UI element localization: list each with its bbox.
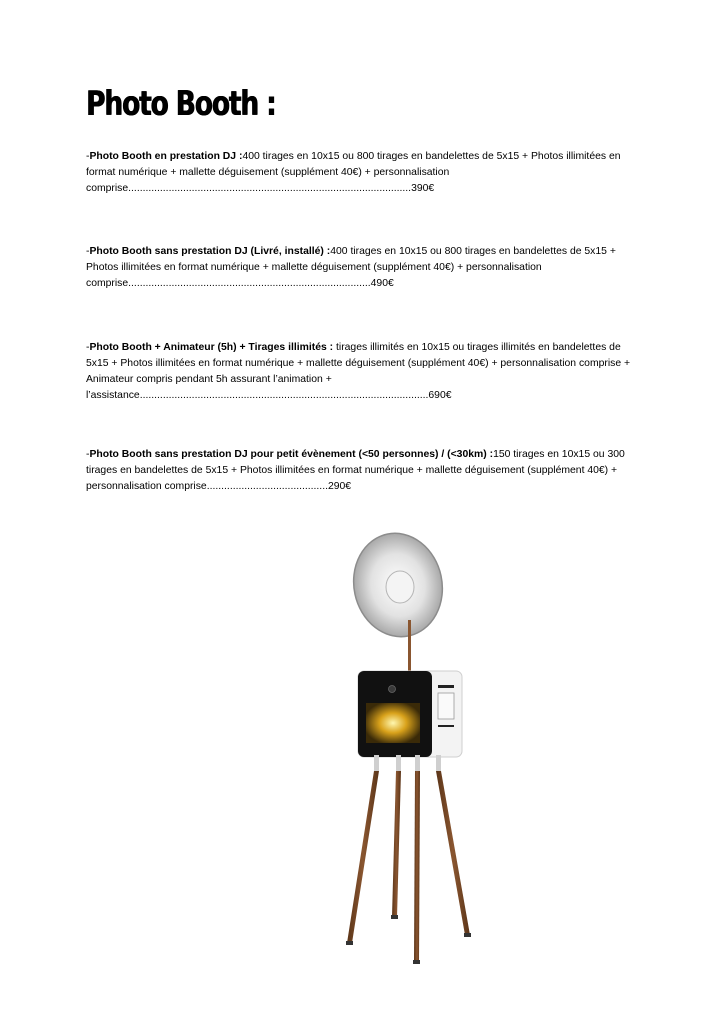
offer-prefix: - [86, 246, 90, 257]
camera-lens-icon [389, 686, 396, 693]
offer-price: 690€ [428, 390, 452, 401]
offer-name: Photo Booth sans prestation DJ pour petit évènement (<50 personnes) / (<30km) : [89, 449, 494, 460]
light-pole [408, 620, 411, 675]
booth-cabinet [358, 671, 462, 757]
page-title: Photo Booth : [86, 84, 276, 124]
offer-small-event [86, 447, 642, 495]
offer-prefix: - [86, 151, 90, 162]
offer-leader: .................................................................................................... [139, 390, 429, 401]
offer-prefix: - [86, 342, 90, 353]
offer-name: Photo Booth sans prestation DJ (Livré, installé) : [89, 246, 331, 257]
offer-name: Photo Booth + Animateur (5h) + Tirages illimités : [89, 342, 334, 353]
offer-leader: .......................................... [206, 481, 328, 492]
offer-description: 400 tirages en 10x15 ou 800 tirages en bandelettes de 5x15 + Photos illimitées en format numérique + mallette déguisement (supplément 40€) + personnalisation comprise [86, 246, 616, 289]
offer-animator [86, 340, 642, 404]
offer-name: Photo Booth en prestation DJ : [89, 151, 243, 162]
offer-price: 490€ [370, 278, 394, 289]
offer-description: tirages illimités en 10x15 ou tirages illimités en bandelettes de 5x15 + Photos illimitées en format numérique + mallette déguisement (supplément 40€) + personnalisation comprise + Animateur compris pendant 5h assurant l’animation + l’assistance [86, 342, 631, 401]
offer-no-dj-installed [86, 244, 642, 292]
offer-prefix: - [86, 449, 90, 460]
offer-description: 150 tirages en 10x15 ou 300 tirages en bandelettes de 5x15 + Photos illimitées en format numérique + mallette déguisement (supplément 40€) + personnalisation comprise [86, 449, 625, 492]
tripod-legs [346, 755, 471, 964]
booth-screen [366, 703, 420, 743]
photo-booth-image [330, 525, 490, 975]
offer-price: 390€ [411, 183, 435, 194]
offer-leader: .................................................................................... [128, 278, 371, 289]
offer-leader: .................................................................................................. [128, 183, 412, 194]
offer-description: 400 tirages en 10x15 ou 800 tirages en bandelettes de 5x15 + Photos illimitées en format numérique + mallette déguisement (supplément 40€) + personnalisation comprise [86, 151, 621, 194]
offer-price: 290€ [327, 481, 352, 492]
reflector-dish [344, 525, 452, 645]
offer-dj [86, 149, 642, 197]
